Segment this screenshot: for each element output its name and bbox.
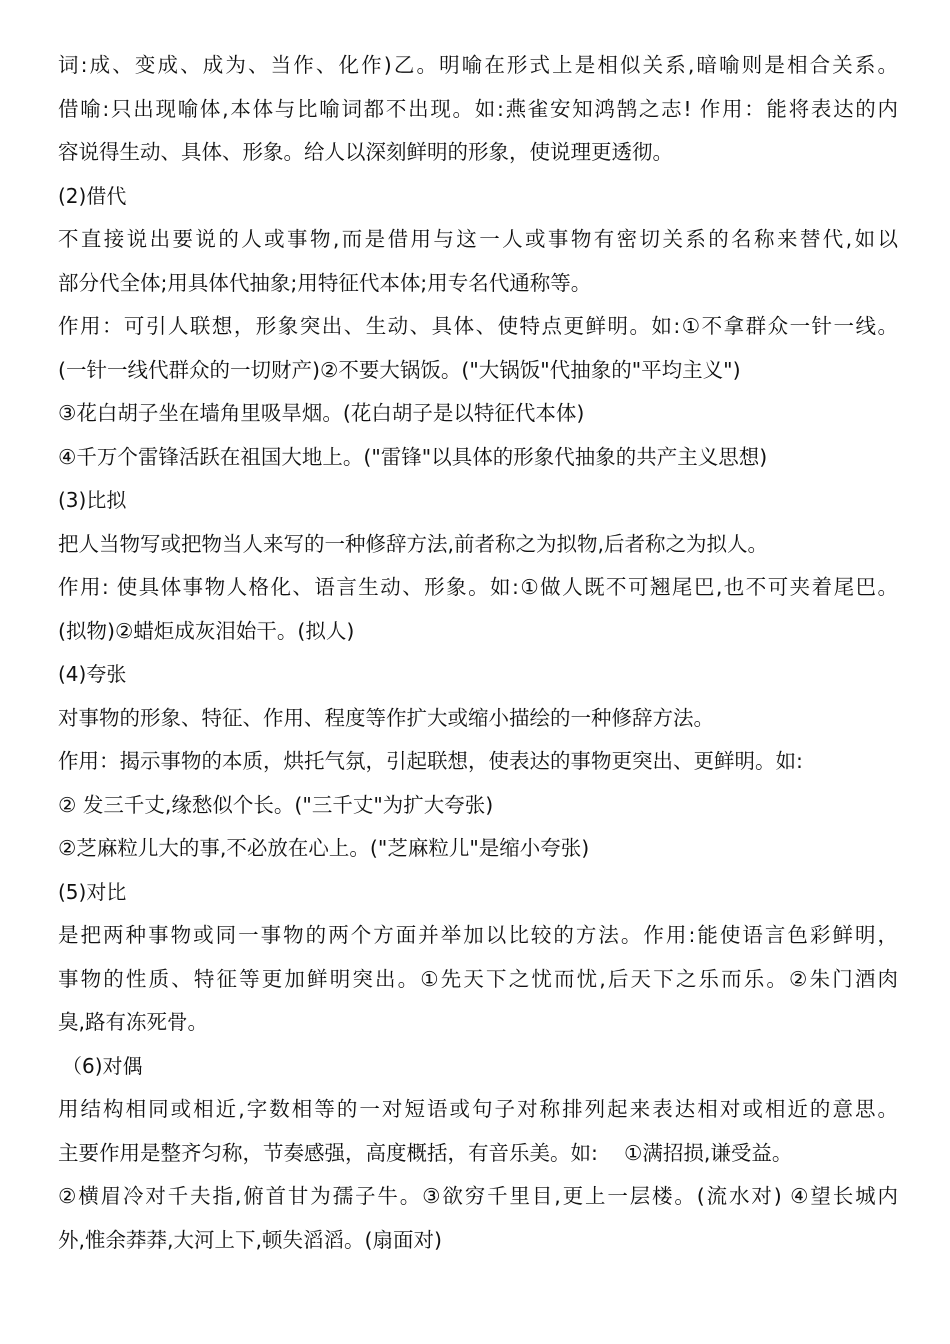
text-line: 作用：揭示事物的本质，烘托气氛，引起联想，使表达的事物更突出、更鲜明。如: xyxy=(58,749,803,773)
text-line: 是把两种事物或同一事物的两个方面并举加以比较的方法。作用:能使语言色彩鲜明， xyxy=(58,923,898,947)
section-heading-kuazhang: (4)夸张 xyxy=(58,662,127,686)
section-heading-duibi: (5)对比 xyxy=(58,879,127,904)
text-line: 不直接说出要说的人或事物,而是借用与这一人或事物有密切关系的名称来替代,如以 xyxy=(58,227,898,251)
text-line: (拟物)②蜡炬成灰泪始干。(拟人) xyxy=(58,618,355,643)
text-line: 事物的性质、特征等更加鲜明突出。①先天下之忧而忧,后天下之乐而乐。②朱门酒肉 xyxy=(58,966,898,991)
text-line: 作用：可引人联想，形象突出、生动、具体、使特点更鲜明。如:①不拿群众一针一线。 xyxy=(58,314,898,338)
text-line: 臭,路有冻死骨。 xyxy=(58,1010,209,1034)
text-line: 外,惟余莽莽,大河上下,顿失滔滔。(扇面对) xyxy=(58,1227,443,1252)
text-line: 主要作用是整齐匀称，节奏感强，高度概括，有音乐美。如: ①满招损,谦受益。 xyxy=(58,1140,793,1165)
text-line: 部分代全体;用具体代抽象;用特征代本体;用专名代通称等。 xyxy=(58,270,592,295)
section-heading-jiedai: (2)借代 xyxy=(58,183,127,208)
text-line: ③花白胡子坐在墙角里吸旱烟。(花白胡子是以特征代本体) xyxy=(58,401,585,425)
text-line: ②芝麻粒儿大的事,不必放在心上。("芝麻粒儿"是缩小夸张) xyxy=(58,836,590,860)
section-heading-bini: (3)比拟 xyxy=(58,488,127,512)
text-line: 借喻:只出现喻体,本体与比喻词都不出现。如:燕雀安知鸿鹄之志! 作用：能将表达的内 xyxy=(58,96,898,121)
text-line: 容说得生动、具体、形象。给人以深刻鲜明的形象，使说理更透彻。 xyxy=(58,140,673,164)
text-line: 把人当物写或把物当人来写的一种修辞方法,前者称之为拟物,后者称之为拟人。 xyxy=(58,531,769,556)
text-line: 作用: 使具体事物人格化、语言生动、形象。如:①做人既不可翘尾巴,也不可夹着尾巴。 xyxy=(58,575,898,599)
text-line: 词:成、变成、成为、当作、化作)乙。明喻在形式上是相似关系,暗喻则是相合关系。 xyxy=(58,53,898,77)
document-page xyxy=(58,50,898,1268)
text-line: ④千万个雷锋活跃在祖国大地上。("雷锋"以具体的形象代抽象的共产主义思想) xyxy=(58,444,768,469)
text-line: ② 发三千丈,缘愁似个长。("三千丈"为扩大夸张) xyxy=(58,792,494,817)
text-line: (一针一线代群众的一切财产)②不要大锅饭。("大锅饭"代抽象的"平均主义") xyxy=(58,357,741,382)
section-heading-duiou: （6)对偶 xyxy=(62,1053,143,1078)
text-line: ②横眉冷对千夫指,俯首甘为孺子牛。③欲穷千里目,更上一层楼。(流水对) ④望长城内 xyxy=(58,1184,898,1208)
text-line: 对事物的形象、特征、作用、程度等作扩大或缩小描绘的一种修辞方法。 xyxy=(58,705,714,730)
text-line: 用结构相同或相近,字数相等的一对短语或句子对称排列起来表达相对或相近的意思。 xyxy=(58,1097,898,1121)
